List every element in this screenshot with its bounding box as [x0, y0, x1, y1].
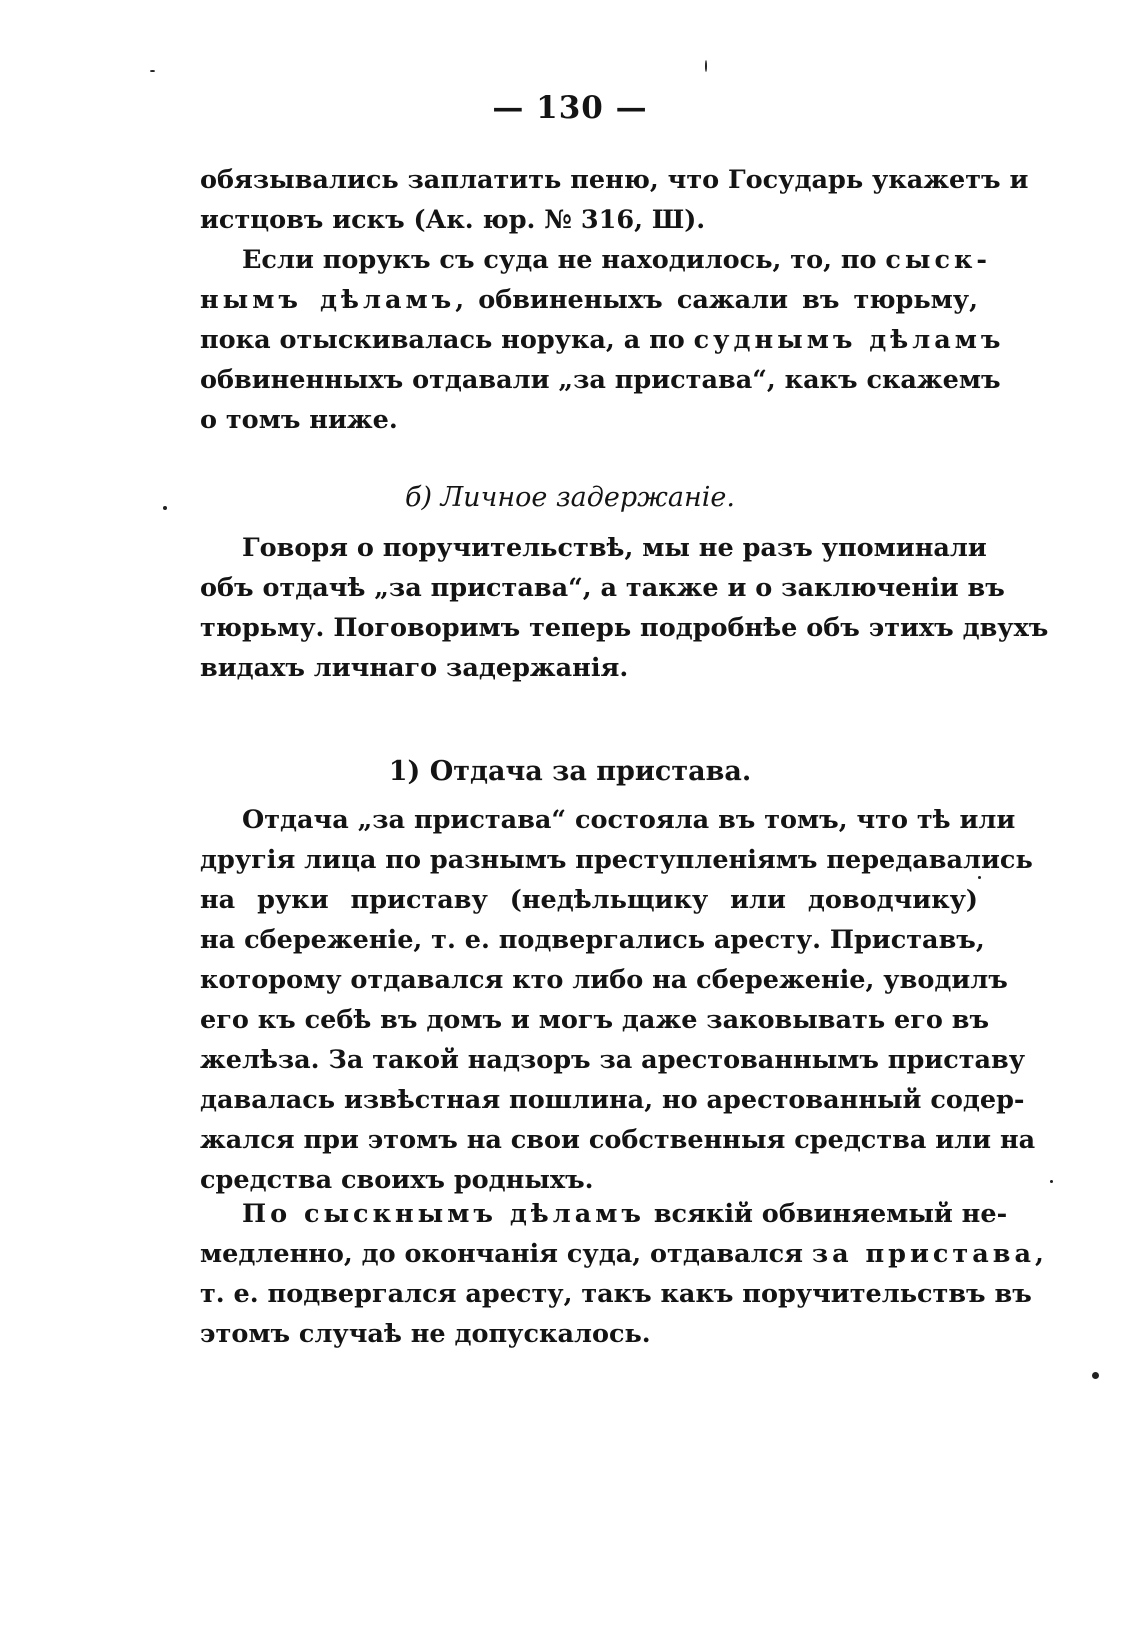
paragraph-continuation: [200, 160, 1029, 240]
page-number: — 130 —: [492, 90, 648, 126]
text-line: желѣза. За такой надзоръ за арестованнымъ приставу: [200, 1045, 1026, 1075]
scan-speck: [1092, 1372, 1099, 1379]
text-line: пока отыскивалась норука, а по суднымъ дѣламъ: [200, 325, 1005, 355]
section-heading-b: б) Личное задержаніе.: [405, 482, 735, 513]
text-line: этомъ случаѣ не допускалось.: [200, 1319, 651, 1349]
text-line: Говоря о поручительствѣ, мы не разъ упоминали: [242, 533, 987, 563]
text-line: По сыскнымъ дѣламъ всякій обвиняемый не-: [242, 1199, 1008, 1229]
text-line: нымъ дѣламъ, обвиненыхъ сажали въ тюрьму,: [200, 285, 978, 315]
paragraph-investigative-cases: [200, 1194, 1044, 1354]
text-line: обязывались заплатить пеню, что Государь укажетъ и: [200, 165, 1029, 195]
scan-speck: [150, 70, 155, 72]
text-line: объ отдачѣ „за пристава“, а также и о заключеніи въ: [200, 573, 1005, 603]
paragraph-intro: [200, 528, 1049, 688]
text-line: Если порукъ съ суда не находилось, то, по сыск-: [242, 245, 992, 275]
paragraph-bailiff: [200, 800, 1036, 1200]
text-line: его къ себѣ въ домъ и могъ даже заковывать его въ: [200, 1005, 990, 1035]
text-line: тюрьму. Поговоримъ теперь подробнѣе объ этихъ двухъ: [200, 613, 1049, 643]
scan-speck: [978, 876, 981, 879]
text-line: на руки приставу (недѣльщику или доводчику): [200, 885, 978, 915]
text-line: о томъ ниже.: [200, 405, 398, 435]
text-line: истцовъ искъ (Ак. юр. № 316, Ш).: [200, 205, 706, 235]
text-line: на сбереженіе, т. е. подвергались аресту. Приставъ,: [200, 925, 985, 955]
text-line: которому отдавался кто либо на сбереженіе, уводилъ: [200, 965, 1008, 995]
section-heading-1: 1) Отдача за пристава.: [388, 756, 752, 787]
text-line: т. е. подвергался аресту, такъ какъ поручительствъ въ: [200, 1279, 1032, 1309]
text-line: давалась извѣстная пошлина, но арестованный содер-: [200, 1085, 1025, 1115]
scan-speck: [163, 506, 167, 510]
text-line: медленно, до окончанія суда, отдавался за пристава,: [200, 1239, 1044, 1269]
text-line: обвиненныхъ отдавали „за пристава“, какъ скажемъ: [200, 365, 1001, 395]
text-line: другія лица по разнымъ преступленіямъ передавались: [200, 845, 1033, 875]
scan-speck: [705, 60, 707, 72]
text-line: Отдача „за пристава“ состояла въ томъ, что тѣ или: [242, 805, 1016, 835]
scan-speck: [1050, 1180, 1053, 1183]
text-line: жался при этомъ на свои собственныя средства или на: [200, 1125, 1036, 1155]
text-line: средства своихъ родныхъ.: [200, 1165, 594, 1195]
paragraph-sureties: [200, 240, 1005, 440]
text-line: видахъ личнаго задержанія.: [200, 653, 629, 683]
